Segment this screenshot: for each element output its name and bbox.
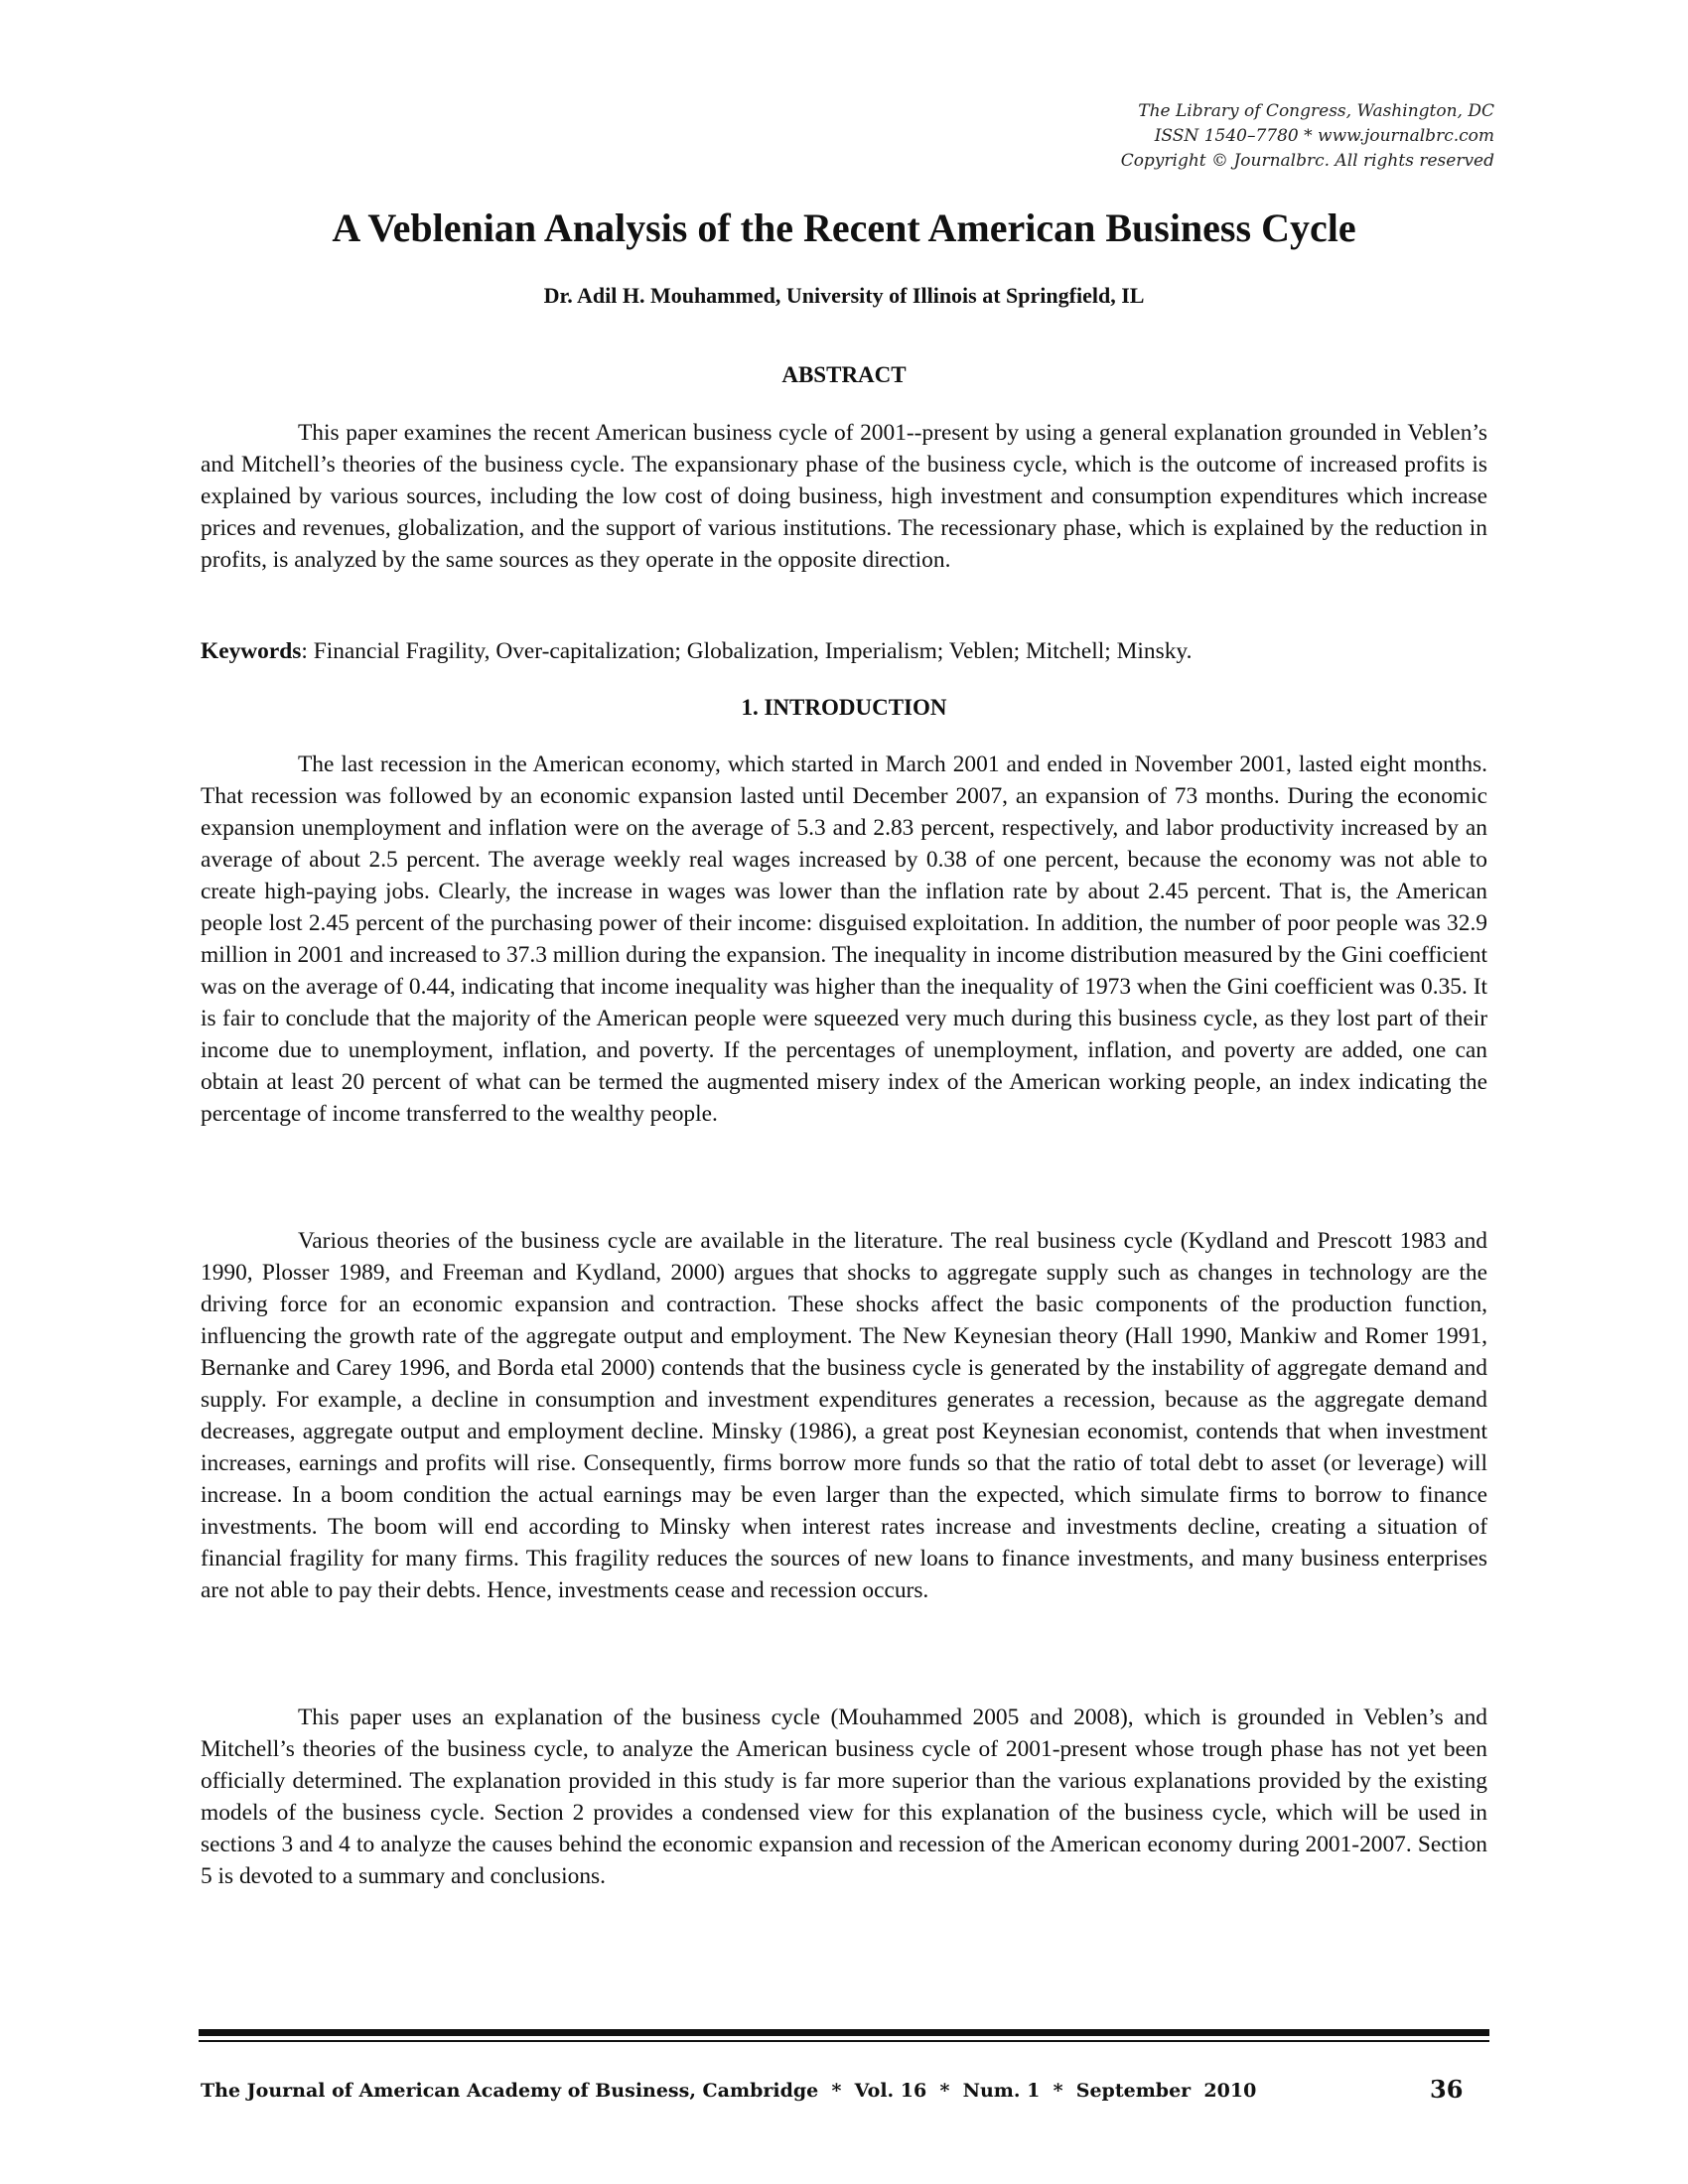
header-copyright-line: Copyright © Journalbrc. All rights reserved [1120, 151, 1494, 171]
introduction-paragraph-3-block [201, 1702, 1487, 1892]
page-number: 36 [1430, 2075, 1464, 2104]
paper-title: A Veblenian Analysis of the Recent American Business Cycle [332, 205, 1356, 250]
abstract-text: This paper examines the recent American business cycle of 2001--present by using a general explanation grounded in Veblen’s and Mitchell’s theories of the business cycle. The expansionary phase of the business cycle, which is the outcome of increased profits is explained by various sources, including the low cost of doing business, high investment and consumption expenditures which increase prices and revenues, globalization, and the support of various institutions. The recessionary phase, which is explained by the reduction in profits, is analyzed by the same sources as they operate in the opposite direction. [201, 420, 1487, 573]
paragraph: Various theories of the business cycle are available in the literature. The real business cycle (Kydland and Prescott 1983 and 1990, Plosser 1989, and Freeman and Kydland, 2000) argues that shocks to aggregate supply such as changes in technology are the driving force for an economic expansion and contraction. These shocks affect the basic components of the production function, influencing the growth rate of the aggregate output and employment. The New Keynesian theory (Hall 1990, Mankiw and Romer 1991, Bernanke and Carey 1996, and Borda etal 2000) contends that the business cycle is generated by the instability of aggregate demand and supply. For example, a decline in consumption and investment expenditures generates a recession, because as the aggregate demand decreases, aggregate output and employment decline. Minsky (1986), a great post Keynesian economist, contends that when investment increases, earnings and profits will rise. Consequently, firms borrow more funds so that the ratio of total debt to asset (or leverage) will increase. In a boom condition the actual earnings may be even larger than the expected, which simulate firms to borrow to finance investments. The boom will end according to Minsky when interest rates increase and investments decline, creating a situation of financial fragility for many firms. This fragility reduces the sources of new loans to finance investments, and many business enterprises are not able to pay their debts. Hence, investments cease and recession occurs. [201, 1228, 1487, 1603]
footer-rule-thin [199, 2040, 1489, 2042]
header-issn-line: ISSN 1540–7780 * www.journalbrc.com [1154, 126, 1494, 146]
keywords-text: : Financial Fragility, Over-capitalization; Globalization, Imperialism; Veblen; Mitchell; Minsky. [301, 638, 1193, 664]
footer-journal-citation: The Journal of American Academy of Business, Cambridge * Vol. 16 * Num. 1 * September 2010 [201, 2080, 1257, 2102]
abstract-body [201, 417, 1487, 576]
keywords-line [201, 635, 1487, 667]
abstract-heading: ABSTRACT [781, 362, 907, 387]
introduction-paragraph-2-block [201, 1225, 1487, 1606]
keywords-label: Keywords [201, 638, 302, 664]
paragraph: The last recession in the American economy, which started in March 2001 and ended in November 2001, lasted eight months. That recession was followed by an economic expansion lasted until December 2007, an expansion of 73 months. During the economic expansion unemployment and inflation were on the average of 5.3 and 2.83 percent, respectively, and labor productivity increased by an average of about 2.5 percent. The average weekly real wages increased by 0.38 of one percent, because the economy was not able to create high-paying jobs. Clearly, the increase in wages was lower than the inflation rate by about 2.45 percent. That is, the American people lost 2.45 percent of the purchasing power of their income: disguised exploitation. In addition, the number of poor people was 32.9 million in 2001 and increased to 37.3 million during the expansion. The inequality in income distribution measured by the Gini coefficient was on the average of 0.44, indicating that income inequality was higher than the inequality of 1973 when the Gini coefficient was 0.35. It is fair to conclude that the majority of the American people were squeezed very much during this business cycle, as they lost part of their income due to unemployment, inflation, and poverty. If the percentages of unemployment, inflation, and poverty are added, one can obtain at least 20 percent of what can be termed the augmented misery index of the American working people, an index indicating the percentage of income transferred to the wealthy people. [201, 751, 1487, 1127]
introduction-paragraph-1-block [201, 749, 1487, 1130]
footer-rule-thick [199, 2029, 1489, 2036]
journal-header-meta [1121, 99, 1494, 174]
header-library-line: The Library of Congress, Washington, DC [1138, 101, 1494, 121]
paragraph: This paper uses an explanation of the business cycle (Mouhammed 2005 and 2008), which is grounded in Veblen’s and Mitchell’s theories of the business cycle, to analyze the American business cycle of 2001-present whose trough phase has not yet been officially determined. The explanation provided in this study is far more superior than the various explanations provided by the existing models of the business cycle. Section 2 provides a condensed view for this explanation of the business cycle, which will be used in sections 3 and 4 to analyze the causes behind the economic expansion and recession of the American economy during 2001-2007. Section 5 is devoted to a summary and conclusions. [201, 1705, 1487, 1889]
section-heading-introduction: 1. INTRODUCTION [741, 695, 947, 720]
author-affiliation: Dr. Adil H. Mouhammed, University of Illinois at Springfield, IL [543, 283, 1145, 308]
